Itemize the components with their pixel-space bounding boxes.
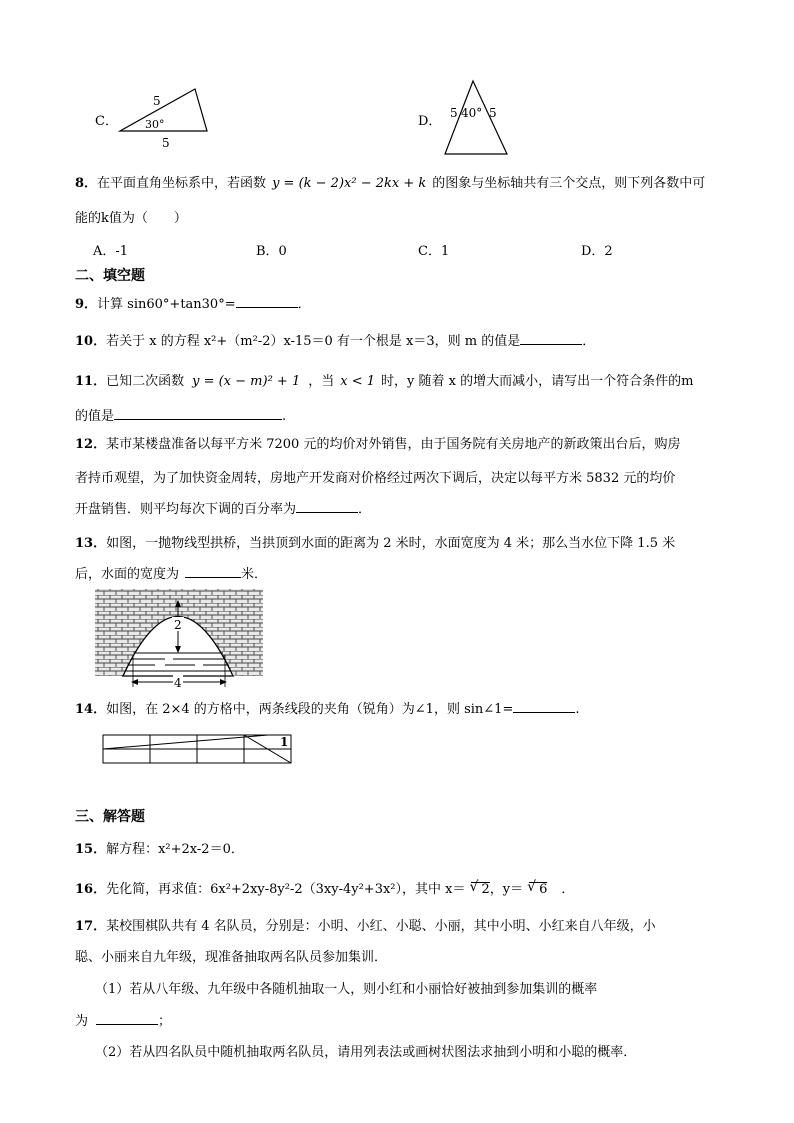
q8-option-d: D．2: [581, 244, 613, 259]
arch-bridge-figure: [95, 587, 265, 692]
question-11: 11．已知二次函数 y = (x − m)² + 1 ，当 x < 1 时，y 随着 x 的增大而减小，请写出一个符合条件的m: [75, 374, 694, 389]
q8-option-b: B．0: [256, 244, 287, 259]
question-16: 16．先化简，再求值：6x²+2xy-8y²-2（3xy-4y²+3x²），其中 x＝√ 2，y＝√ 6 ．: [75, 878, 574, 897]
answer-blank[interactable]: [185, 565, 241, 578]
answer-blank[interactable]: [513, 700, 575, 713]
question-13: 13．如图，一抛物线型拱桥，当拱顶到水面的距离为 2 米时，水面宽度为 4 米；那么当水位下降 1.5 米: [75, 536, 676, 551]
sqrt-6: √ 6: [529, 882, 547, 897]
q8-formula: y = (k − 2)x² − 2kx + k: [272, 176, 427, 191]
answer-blank[interactable]: [520, 332, 582, 345]
question-17-line2: 聪、小丽来自九年级，现准备抽取两名队员参加集训．: [75, 950, 388, 965]
question-12: 12．某市某楼盘准备以每平方米 7200 元的均价对外销售，由于国务院有关房地产的新政策出台后，购房: [75, 437, 681, 452]
option-d-angle: 40°: [461, 106, 483, 120]
option-c-triangle-figure: [115, 85, 215, 150]
answer-blank[interactable]: [96, 1012, 158, 1025]
angle-1-label: 1: [280, 735, 289, 749]
question-15: 15．解方程：x²+2x-2＝0．: [75, 842, 244, 857]
bridge-height-label: 2: [174, 618, 182, 632]
q8-option-a: A．-1: [93, 244, 129, 259]
question-17-sub2: （2）若从四名队员中随机抽取两名队员，请用列表法或画树状图法求抽到小明和小聪的概率．: [95, 1045, 637, 1060]
option-c-top-side: 5: [153, 94, 161, 108]
question-13-line2: 后，水面的宽度为 米．: [75, 567, 268, 582]
question-9: 9．计算 sin60°+tan30°= ．: [75, 297, 311, 312]
question-14: 14．如图，在 2×4 的方格中，两条线段的夹角（锐角）为∠1，则 sin∠1= .: [75, 702, 580, 717]
option-d-label: D．: [418, 114, 442, 129]
option-c-label: C．: [95, 114, 118, 129]
question-10: 10．若关于 x 的方程 x²+（m²-2）x-15＝0 有一个根是 x＝3，则 m 的值是 ．: [75, 334, 596, 349]
question-17-sub1-line2: 为 ；: [75, 1014, 172, 1029]
question-8-line2: 能的k值为（ ）: [75, 211, 187, 226]
q11-formula: y = (x − m)² + 1: [192, 374, 301, 389]
answer-blank[interactable]: [236, 295, 298, 308]
option-d-left-side: 5: [450, 106, 458, 120]
question-17-sub1: （1）若从八年级、九年级中各随机抽取一人，则小红和小丽恰好被抽到参加集训的概率: [95, 982, 598, 997]
answer-blank[interactable]: [114, 407, 282, 420]
option-d-triangle-figure: [440, 78, 515, 158]
q8-option-c: C．1: [418, 244, 450, 259]
option-c-bottom-side: 5: [162, 136, 170, 150]
question-12-line2: 者持币观望，为了加快资金周转，房地产开发商对价格经过两次下调后，决定以每平方米 5832 元的均价: [75, 471, 676, 486]
question-17: 17．某校围棋队共有 4 名队员，分别是：小明、小红、小聪、小丽，其中小明、小红来自八年级，小: [75, 919, 656, 934]
q11-condition: x < 1: [340, 374, 375, 389]
sqrt-2: √ 2: [471, 882, 489, 897]
option-d-right-side: 5: [489, 106, 497, 120]
section-3-heading: 三、解答题: [75, 809, 145, 825]
question-8: 8．在平面直角坐标系中，若函数 y = (k − 2)x² − 2kx + k 的图象与坐标轴共有三个交点，则下列各数中可: [75, 176, 706, 191]
question-11-line2: 的值是 .: [75, 409, 287, 424]
answer-blank[interactable]: [296, 500, 358, 513]
option-c-angle: 30°: [145, 118, 165, 131]
question-12-line3: 开盘销售．则平均每次下调的百分率为 ．: [75, 502, 372, 517]
section-2-heading: 二、填空题: [75, 268, 145, 284]
grid-figure: [100, 732, 300, 768]
bridge-width-label: 4: [174, 676, 182, 690]
